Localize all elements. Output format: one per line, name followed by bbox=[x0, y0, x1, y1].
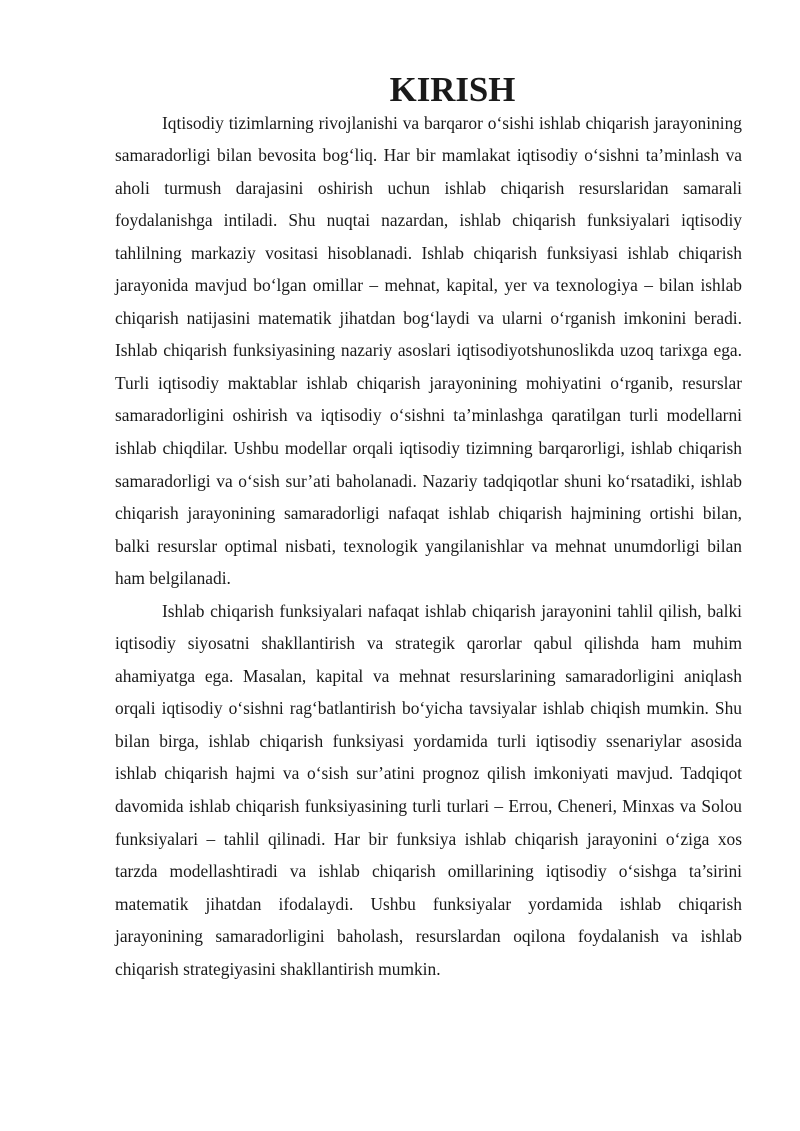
paragraph-1: Iqtisodiy tizimlarning rivojlanishi va barqaror o‘sishi ishlab chiqarish jarayonining samaradorligi bilan bevosita bog‘liq. Har bir mamlakat iqtisodiy o‘sishni ta’minlash va aholi turmush darajasini oshirish uchun ishlab chiqarish resurslaridan samarali foydalanishga intiladi. Shu nuqtai nazardan, ishlab chiqarish funksiyalari iqtisodiy tahlilning markaziy vositasi hisoblanadi. Ishlab chiqarish funksiyasi ishlab chiqarish jarayonida mavjud bo‘lgan omillar – mehnat, kapital, yer va texnologiya – bilan ishlab chiqarish natijasini matematik jihatdan bog‘laydi va ularni o‘rganish imkonini beradi. Ishlab chiqarish funksiyasining nazariy asoslari iqtisodiyotshunoslikda uzoq tarixga ega. Turli iqtisodiy maktablar ishlab chiqarish jarayonining mohiyatini o‘rganib, resurslar samaradorligini oshirish va iqtisodiy o‘sishni ta’minlashga qaratilgan turli modellarni ishlab chiqdilar. Ushbu modellar orqali iqtisodiy tizimning barqarorligi, ishlab chiqarish samaradorligi va o‘sish sur’ati baholanadi. Nazariy tadqiqotlar shuni ko‘rsatadiki, ishlab chiqarish jarayonining samaradorligi nafaqat ishlab chiqarish hajmining ortishi bilan, balki resurslar optimal nisbati, texnologik yangilanishlar va mehnat unumdorligi bilan ham belgilanadi. bbox=[115, 112, 742, 589]
paragraph-2: Ishlab chiqarish funksiyalari nafaqat ishlab chiqarish jarayonini tahlil qilish, balki iqtisodiy siyosatni shakllantirish va strategik qarorlar qabul qilishda ham muhim ahamiyatga ega. Masalan, kapital va mehnat resurslarining samaradorligini aniqlash orqali iqtisodiy o‘sishni rag‘batlantirish bo‘yicha tavsiyalar ishlab chiqish mumkin. Shu bilan birga, ishlab chiqarish funksiyasi yordamida turli iqtisodiy ssenariylar asosida ishlab chiqarish hajmi va o‘sish sur’atini prognoz qilish imkoniyati mavjud. Tadqiqot davomida ishlab chiqarish funksiyasining turli turlari – Errou, Cheneri, Minxas va Solou funksiyalari – tahlil qilinadi. Har bir funksiya ishlab chiqarish jarayonini o‘ziga xos tarzda modellashtiradi va ishlab chiqarish omillarining iqtisodiy o‘sishga ta’sirini matematik jihatdan ifodalaydi. Ushbu funksiyalar yordamida ishlab chiqarish jarayonining samaradorligini baholash, resurslardan oqilona foydalanish va ishlab chiqarish strategiyasini shakllantirish mumkin. bbox=[115, 600, 742, 979]
document-page bbox=[115, 70, 742, 985]
section-title: KIRISH bbox=[389, 70, 516, 109]
